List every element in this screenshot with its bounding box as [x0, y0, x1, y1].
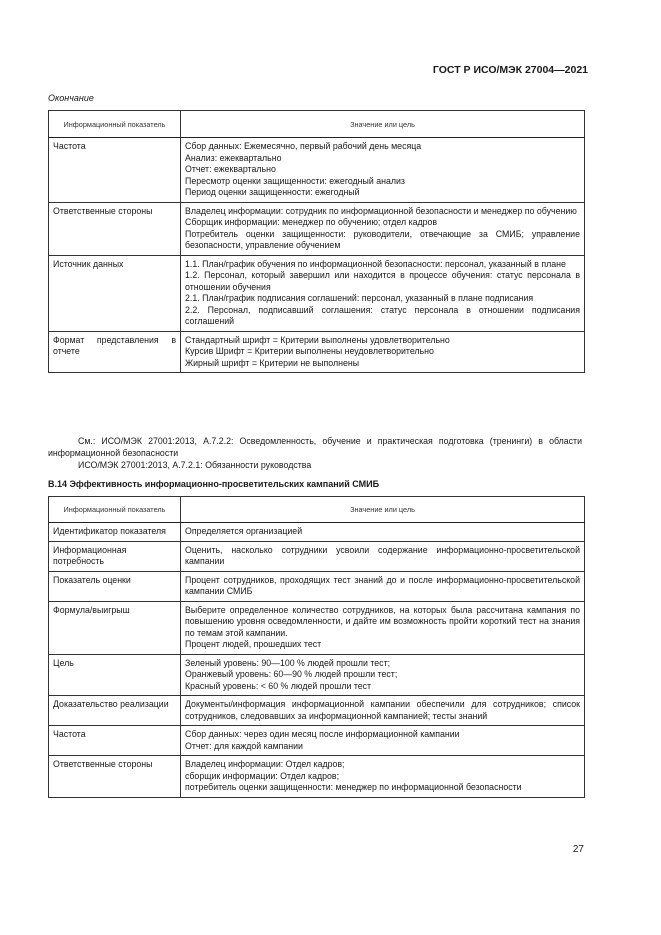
value-line: Документы/информация информационной кампании обеспечили для сотрудников; список сотрудников, следовавших за информационной кампанией; тесты знаний — [185, 699, 580, 721]
value-line: Потребитель оценки защищенности: руководители, отвечающие за СМИБ; управление безопасности, управление обучением — [185, 228, 580, 250]
table-1-header-value: Значение или цель — [181, 111, 585, 138]
row-label: Цель — [49, 654, 181, 696]
value-line: Сбор данных: Ежемесячно, первый рабочий день месяца — [185, 141, 422, 151]
value-line: 1.2. Персонал, который завершил или находится в процессе обучения: статус персонала в отношении обучения — [185, 270, 580, 292]
row-value — [181, 331, 585, 373]
row-label: Частота — [49, 726, 181, 756]
value-line: Процент людей, прошедших тест — [185, 639, 322, 649]
row-label: Доказательство реализации — [49, 696, 181, 726]
row-label: Идентификатор показателя — [49, 523, 181, 542]
table-row — [49, 726, 585, 756]
references — [48, 435, 582, 471]
table-row — [49, 696, 585, 726]
row-value — [181, 571, 585, 601]
reference-line: См.: ИСО/МЭК 27001:2013, А.7.2.2: Осведомленность, обучение и практическая подготовка (тренинги) в области информационной безопасности — [48, 436, 582, 458]
value-line: Стандартный шрифт = Критерии выполнены удовлетворительно — [185, 334, 450, 345]
table-row — [49, 331, 585, 373]
value-line: Пересмотр оценки защищенности: ежегодный анализ — [185, 175, 405, 186]
table-caption: Окончание — [48, 93, 94, 103]
row-label: Информационная потребность — [49, 541, 181, 571]
table-row — [49, 541, 585, 571]
row-value — [181, 255, 585, 331]
row-value — [181, 541, 585, 571]
row-value — [181, 726, 585, 756]
table-row — [49, 654, 585, 696]
row-label: Формат представления в отчете — [49, 331, 181, 373]
row-label: Частота — [49, 138, 181, 203]
row-label: Источник данных — [49, 255, 181, 331]
row-value — [181, 654, 585, 696]
table-1 — [48, 110, 585, 373]
table-1-header-indicator: Информационный показатель — [49, 111, 181, 138]
value-line: Владелец информации: Отдел кадров; — [185, 759, 345, 769]
table-row — [49, 202, 585, 255]
row-value — [181, 202, 585, 255]
table-2-header-value: Значение или цель — [181, 497, 585, 523]
standard-code: ГОСТ Р ИСО/МЭК 27004—2021 — [432, 64, 588, 76]
table-2 — [48, 496, 585, 798]
row-label: Ответственные стороны — [49, 202, 181, 255]
table-2-header-indicator: Информационный показатель — [49, 497, 181, 523]
table-row — [49, 255, 585, 331]
value-line: 2.2. Персонал, подписавший соглашения: статус персонала в отношении подписания соглашений — [185, 304, 580, 326]
value-line: Период оценки защищенности: ежегодный — [185, 187, 360, 197]
table-row — [49, 571, 585, 601]
value-line: Сборщик информации: менеджер по обучению; отдел кадров — [185, 217, 438, 227]
row-value — [181, 696, 585, 726]
table-row — [49, 756, 585, 798]
row-value — [181, 601, 585, 654]
row-label: Ответственные стороны — [49, 756, 181, 798]
value-line: Оценить, насколько сотрудники усвоили содержание информационно-просветительской кампании — [185, 544, 580, 566]
value-line: Анализ: ежеквартально — [185, 152, 282, 163]
value-line: Владелец информации: сотрудник по информационной безопасности и менеджер по обучению — [185, 205, 577, 216]
row-value — [181, 138, 585, 203]
row-value — [181, 523, 585, 542]
value-line: Курсив Шрифт = Критерии выполнены неудовлетворительно — [185, 346, 434, 356]
value-line: потребитель оценки защищенности: менеджер по информационной безопасности — [185, 782, 522, 792]
reference-line: ИСО/МЭК 27001:2013, А.7.2.1: Обязанности руководства — [78, 460, 312, 470]
value-line: сборщик информации: Отдел кадров; — [185, 770, 340, 781]
row-label: Формула/выигрыш — [49, 601, 181, 654]
value-line: 1.1. План/график обучения по информационной безопасности: персонал, указанный в плане — [185, 258, 566, 269]
row-value — [181, 756, 585, 798]
value-line: Красный уровень: < 60 % людей прошли тест — [185, 680, 372, 691]
value-line: Сбор данных: через один месяц после информационной кампании — [185, 729, 460, 739]
value-line: Зеленый уровень: 90—100 % людей прошли тест; — [185, 657, 391, 668]
value-line: Процент сотрудников, проходящих тест знаний до и после информационно-просветительской кампании СМИБ — [185, 574, 580, 596]
table-row — [49, 601, 585, 654]
value-line: Жирный шрифт = Критерии не выполнены — [185, 357, 360, 368]
value-line: Определяется организацией — [185, 526, 303, 536]
value-line: 2.1. План/график подписания соглашений: персонал, указанный в плане подписания — [185, 293, 534, 303]
section-title: В.14 Эффективность информационно-просветительских кампаний СМИБ — [48, 479, 380, 489]
table-row — [49, 523, 585, 542]
value-line: Отчет: ежеквартально — [185, 164, 276, 174]
value-line: Выберите определенное количество сотрудников, на которых была рассчитана кампания по повышению уровня осведомленности, и дайте им возможность пройти короткий тест на знания по темам этой кампании. — [185, 604, 580, 638]
row-label: Показатель оценки — [49, 571, 181, 601]
value-line: Отчет: для каждой кампании — [185, 740, 303, 751]
page-number: 27 — [572, 844, 584, 855]
value-line: Оранжевый уровень: 60—90 % людей прошли тест; — [185, 669, 398, 679]
table-row — [49, 138, 585, 203]
